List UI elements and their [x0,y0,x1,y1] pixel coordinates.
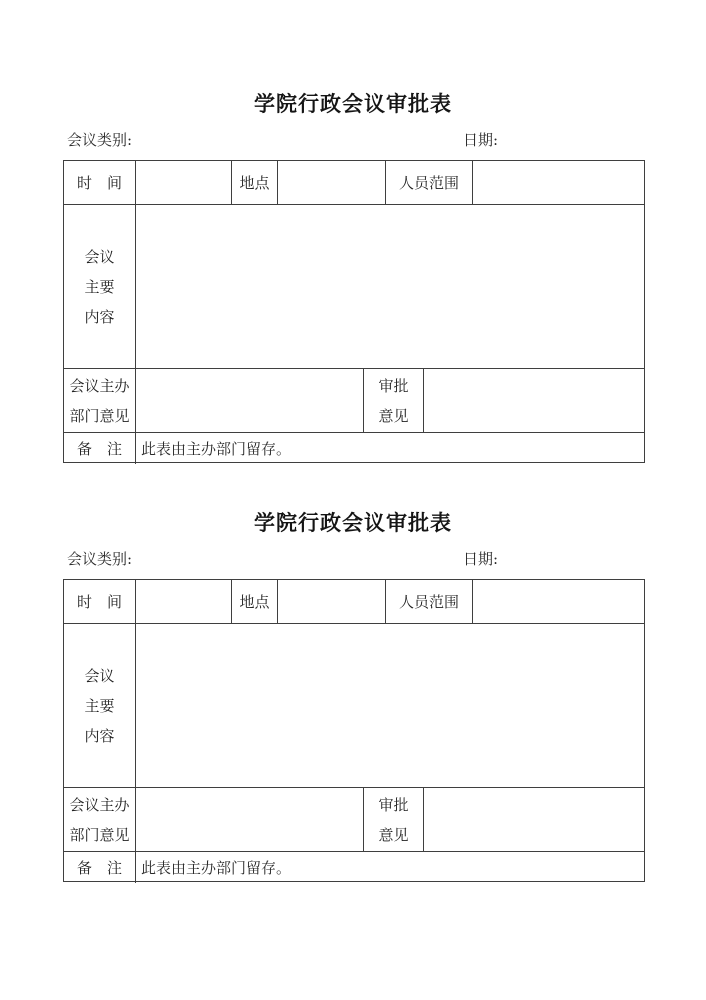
approval-opinion-value-cell[interactable] [424,788,644,851]
remark-text: 此表由主办部门留存。 [141,440,292,458]
approval-form-1 [0,88,706,468]
approval-opinion-label-line1: 审批 [378,376,409,395]
host-department-opinion-value-cell[interactable] [136,788,364,851]
meeting-content-label-line1: 会议 [84,247,115,266]
table-row [64,580,644,624]
personnel-label: 人员范围 [386,161,473,204]
approval-opinion-label [364,788,424,851]
remark-label: 备 注 [64,433,136,464]
approval-opinion-label-line1: 审批 [378,795,409,814]
meeting-content-value-cell[interactable] [136,624,644,787]
approval-form-2 [0,507,706,887]
location-value-cell[interactable] [278,161,386,204]
approval-opinion-label [364,369,424,432]
time-label: 时 间 [64,580,136,623]
personnel-value-cell[interactable] [473,161,644,204]
personnel-value-cell[interactable] [473,580,644,623]
time-label: 时 间 [64,161,136,204]
approval-table [63,160,645,463]
meeting-content-label-line2: 主要 [84,696,115,715]
location-label: 地点 [232,580,278,623]
table-row [64,433,644,464]
approval-table [63,579,645,882]
meeting-category-label: 会议类别: [67,550,133,568]
approval-opinion-label-line2: 意见 [378,406,409,425]
meeting-content-label [64,624,136,787]
time-value-cell[interactable] [136,580,232,623]
date-label: 日期: [463,550,499,568]
date-label: 日期: [463,131,499,149]
meeting-content-label-line3: 内容 [84,307,115,326]
form-title: 学院行政会议审批表 [254,91,452,116]
remark-label: 备 注 [64,852,136,883]
approval-opinion-value-cell[interactable] [424,369,644,432]
host-department-opinion-label-line1: 会议主办 [69,795,130,814]
meeting-content-label-line1: 会议 [84,666,115,685]
host-department-opinion-label [64,788,136,851]
remark-text: 此表由主办部门留存。 [141,859,292,877]
table-row [64,852,644,883]
table-row [64,369,644,433]
table-row [64,161,644,205]
location-label: 地点 [232,161,278,204]
location-value-cell[interactable] [278,580,386,623]
meeting-content-label [64,205,136,368]
host-department-opinion-label-line2: 部门意见 [69,825,130,844]
host-department-opinion-value-cell[interactable] [136,369,364,432]
time-value-cell[interactable] [136,161,232,204]
meeting-content-label-line2: 主要 [84,277,115,296]
table-row [64,624,644,788]
form-title: 学院行政会议审批表 [254,510,452,535]
table-row [64,205,644,369]
host-department-opinion-label-line2: 部门意见 [69,406,130,425]
meeting-category-label: 会议类别: [67,131,133,149]
meeting-content-value-cell[interactable] [136,205,644,368]
approval-opinion-label-line2: 意见 [378,825,409,844]
host-department-opinion-label-line1: 会议主办 [69,376,130,395]
host-department-opinion-label [64,369,136,432]
meeting-content-label-line3: 内容 [84,726,115,745]
table-row [64,788,644,852]
personnel-label: 人员范围 [386,580,473,623]
